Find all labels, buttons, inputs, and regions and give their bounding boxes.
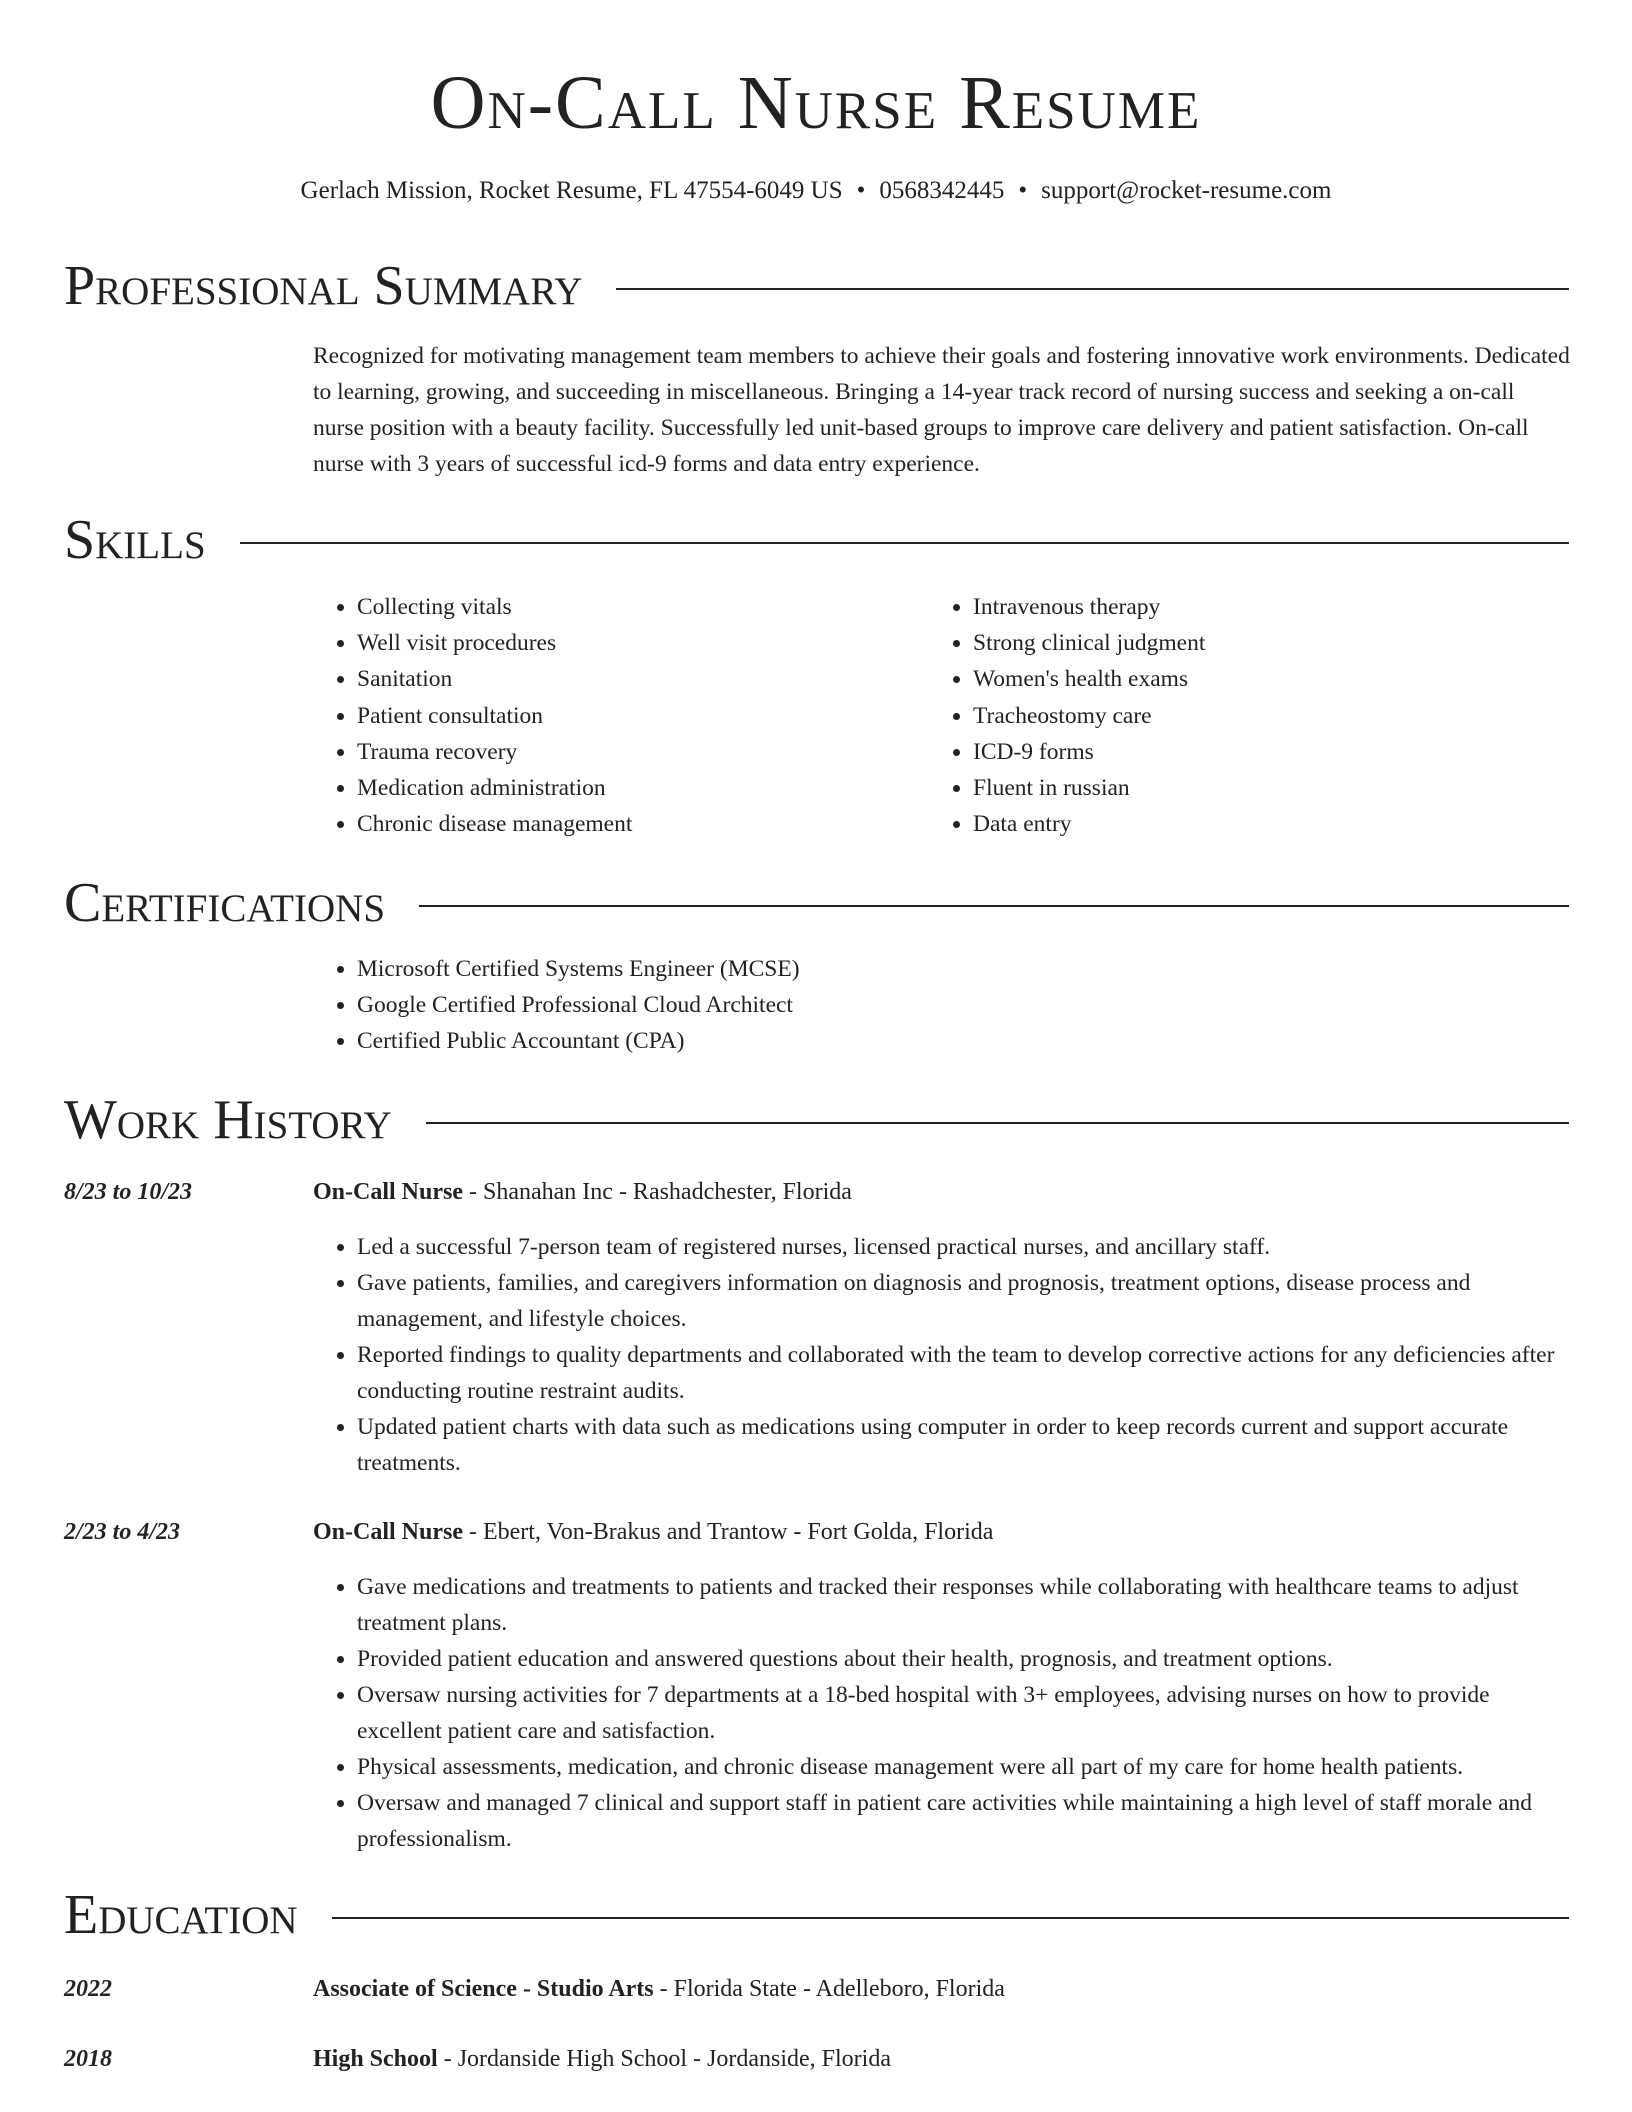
job-bullets	[313, 1569, 1573, 1857]
section-header-skills	[64, 509, 1569, 571]
education-degree: Associate of Science - Studio Arts	[313, 1976, 654, 2002]
education-degree: High School	[313, 2046, 438, 2072]
section-divider	[332, 1917, 1569, 1919]
job-bullets	[313, 1229, 1573, 1481]
section-title: Education	[64, 1884, 298, 1946]
skill-item: • Strong clinical judgment	[973, 625, 1205, 661]
skills-column-left	[313, 589, 632, 842]
section-title: Certifications	[64, 872, 386, 934]
job-dates: 8/23 to 10/23	[64, 1179, 193, 1205]
phone: 0568342445	[879, 177, 1005, 204]
job-details: - Shanahan Inc - Rashadchester, Florida	[463, 1179, 852, 1205]
job-bullet: • Physical assessments, medication, and chronic disease management were all part of my care for home health patients.	[357, 1749, 1573, 1785]
section-header-certifications	[64, 872, 1569, 934]
section-header-education	[64, 1884, 1569, 1946]
skill-item: • Intravenous therapy	[973, 589, 1205, 625]
certification-item: • Certified Public Accountant (CPA)	[357, 1023, 800, 1059]
job-details: - Ebert, Von-Brakus and Trantow - Fort Golda, Florida	[463, 1519, 994, 1545]
address: Gerlach Mission, Rocket Resume, FL 47554-6049 US	[300, 177, 843, 204]
section-divider	[426, 1122, 1569, 1124]
job-heading	[313, 1175, 852, 1209]
skill-item: • Data entry	[973, 806, 1205, 842]
education-year: 2018	[64, 2046, 112, 2072]
certifications-list	[313, 951, 800, 1059]
section-divider	[616, 288, 1569, 290]
education-details: - Jordanside High School - Jordanside, Florida	[437, 2046, 891, 2072]
skill-item: • Fluent in russian	[973, 770, 1205, 806]
job-role: On-Call Nurse	[313, 1179, 463, 1205]
skill-item: • Chronic disease management	[357, 806, 632, 842]
email: support@rocket-resume.com	[1041, 177, 1332, 204]
contact-line	[0, 176, 1632, 206]
job-bullet: • Reported findings to quality departments and collaborated with the team to develop corrective actions for any deficiencies after conducting routine restraint audits.	[357, 1337, 1573, 1409]
job-bullet: • Updated patient charts with data such as medications using computer in order to keep records current and support accurate treatments.	[357, 1409, 1573, 1481]
summary-text: Recognized for motivating management team members to achieve their goals and fostering innovative work environments. Dedicated to learning, growing, and succeeding in miscellaneous. Bringing a 14-year track record of nursing success and seeking a on-call nurse position with a beauty facility. Successfully led unit-based groups to improve care delivery and patient satisfaction. On-call nurse with 3 years of successful icd-9 forms and data entry experience.	[313, 343, 1570, 477]
section-header-work-history	[64, 1089, 1569, 1151]
job-bullet: • Gave patients, families, and caregivers information on diagnosis and prognosis, treatment options, disease process and management, and lifestyle choices.	[357, 1265, 1573, 1337]
certification-item: • Google Certified Professional Cloud Architect	[357, 987, 800, 1023]
skill-item: • Women's health exams	[973, 661, 1205, 697]
separator-dot: •	[856, 177, 866, 204]
section-title: Professional Summary	[64, 255, 583, 317]
section-title: Work History	[64, 1089, 392, 1151]
job-bullet: • Led a successful 7-person team of registered nurses, licensed practical nurses, and ancillary staff.	[357, 1229, 1573, 1265]
job-bullet: • Oversaw and managed 7 clinical and support staff in patient care activities while maintaining a high level of staff morale and professionalism.	[357, 1785, 1573, 1857]
education-entry	[313, 2042, 891, 2076]
education-year: 2022	[64, 1976, 112, 2002]
job-dates: 2/23 to 4/23	[64, 1519, 181, 1545]
separator-dot: •	[1018, 177, 1028, 204]
section-header-summary	[64, 255, 1569, 317]
resume-title: On-Call Nurse Resume	[430, 61, 1202, 145]
job-bullet: • Provided patient education and answered questions about their health, prognosis, and treatment options.	[357, 1641, 1573, 1677]
skill-item: • Trauma recovery	[357, 734, 632, 770]
skill-item: • Patient consultation	[357, 698, 632, 734]
skill-item: • ICD-9 forms	[973, 734, 1205, 770]
job-bullet: • Gave medications and treatments to patients and tracked their responses while collaborating with healthcare teams to adjust treatment plans.	[357, 1569, 1573, 1641]
job-role: On-Call Nurse	[313, 1519, 463, 1545]
skill-item: • Sanitation	[357, 661, 632, 697]
job-bullet: • Oversaw nursing activities for 7 departments at a 18-bed hospital with 3+ employees, advising nurses on how to provide excellent patient care and satisfaction.	[357, 1677, 1573, 1749]
section-divider	[240, 542, 1569, 544]
skill-item: • Well visit procedures	[357, 625, 632, 661]
education-details: - Florida State - Adelleboro, Florida	[653, 1976, 1005, 2002]
section-divider	[419, 905, 1569, 907]
skill-item: • Medication administration	[357, 770, 632, 806]
job-heading	[313, 1515, 993, 1549]
education-entry	[313, 1972, 1005, 2006]
skill-item: • Tracheostomy care	[973, 698, 1205, 734]
certification-item: • Microsoft Certified Systems Engineer (MCSE)	[357, 951, 800, 987]
skill-item: • Collecting vitals	[357, 589, 632, 625]
section-title: Skills	[64, 509, 206, 571]
skills-column-right	[929, 589, 1205, 842]
